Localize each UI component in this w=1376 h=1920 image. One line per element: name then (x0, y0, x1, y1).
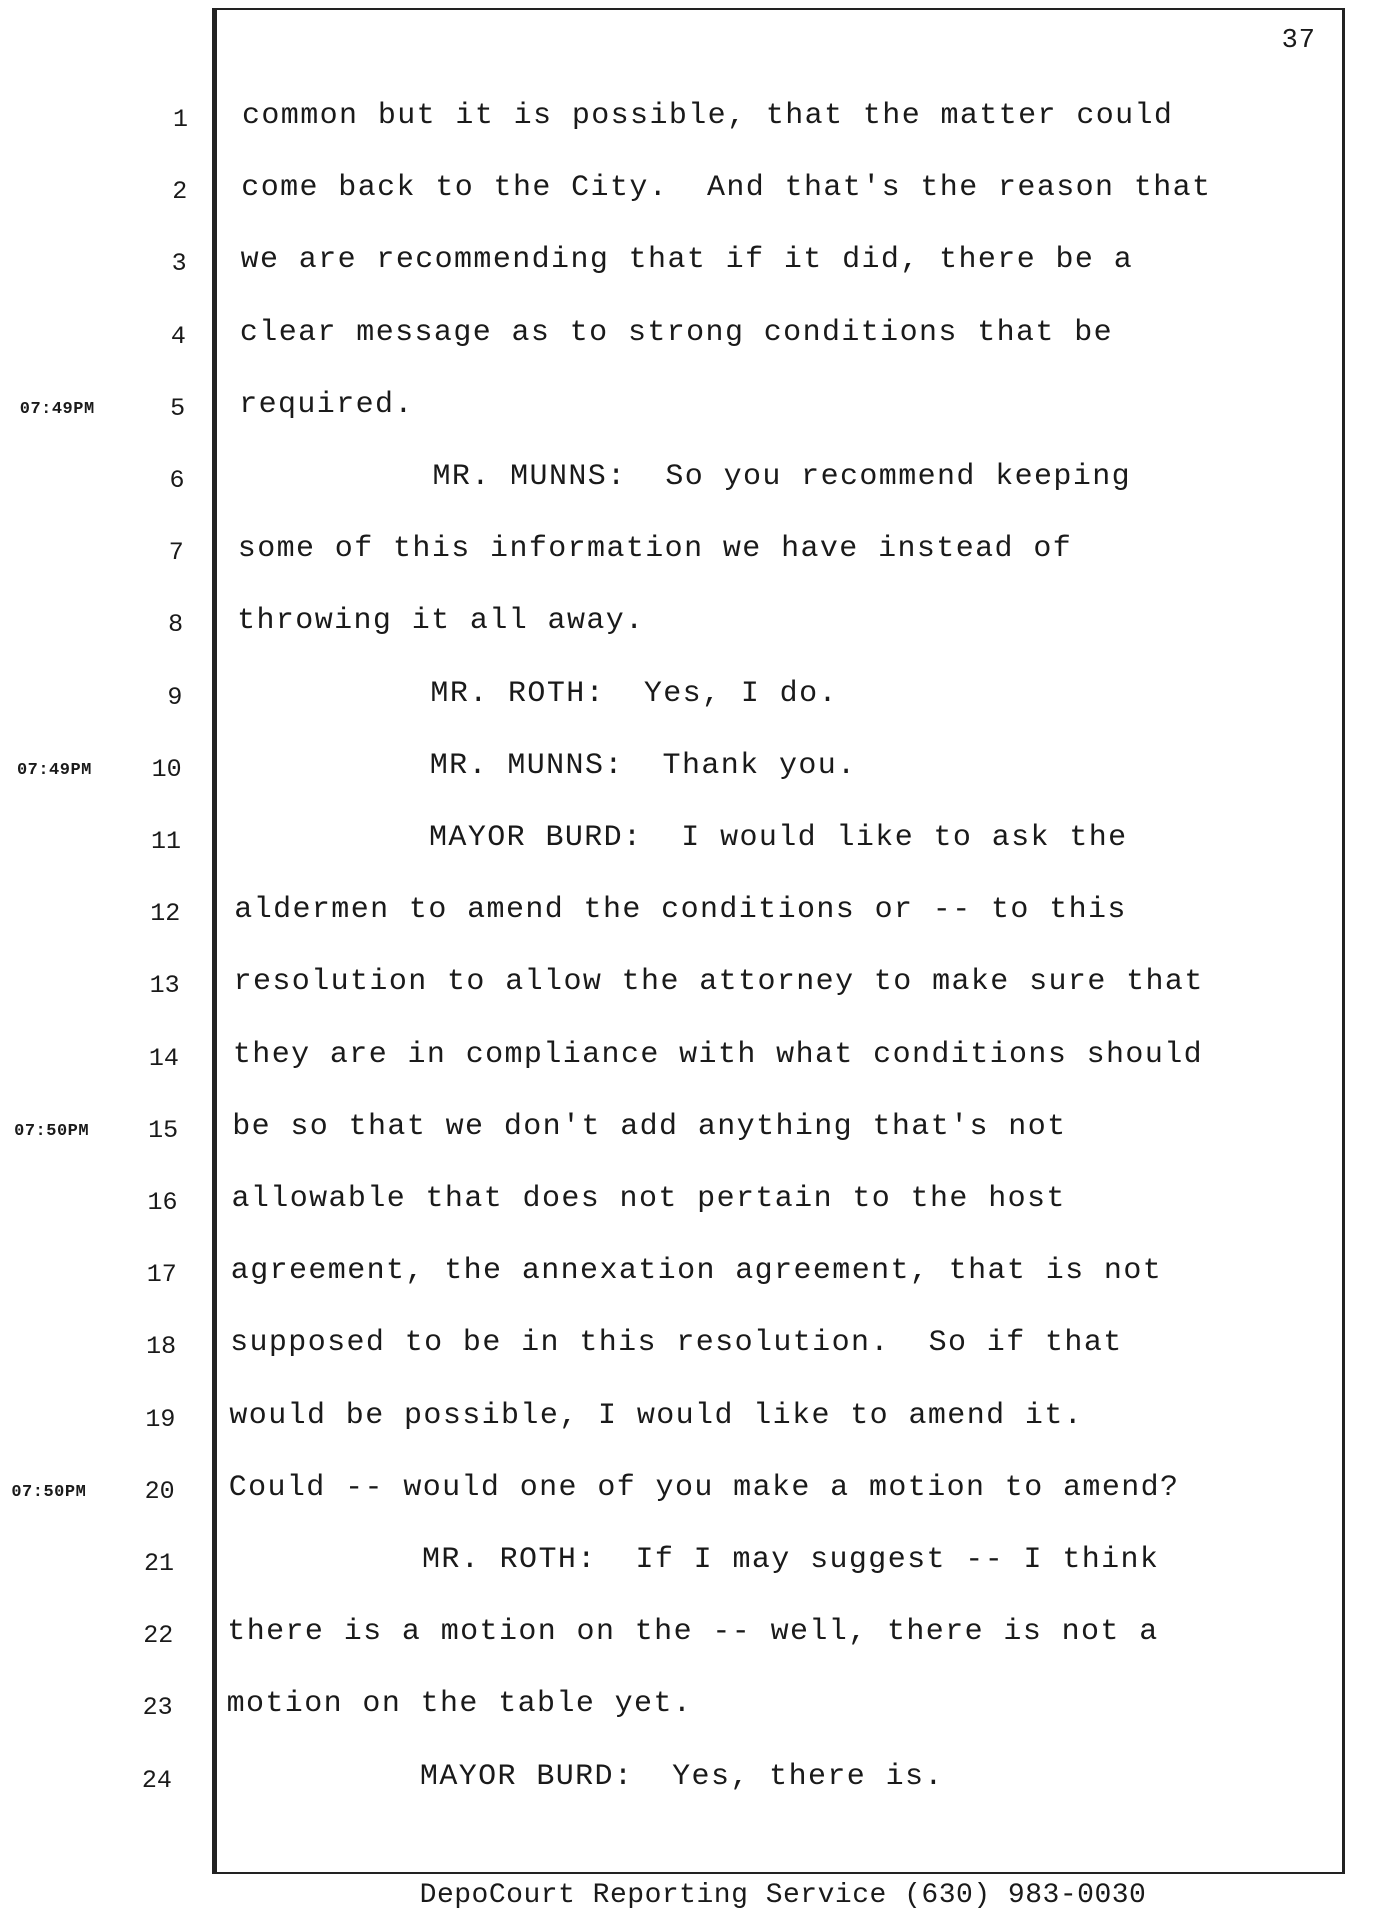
line-number: 18 (146, 1332, 177, 1362)
transcript-line: MAYOR BURD: I would like to ask the (235, 821, 1128, 855)
reporter-footer: DepoCourt Reporting Service (630) 983-0030 (419, 1880, 1147, 1911)
transcript-line: Could -- would one of you make a motion to amend? (228, 1470, 1180, 1505)
line-number: 15 (148, 1115, 179, 1145)
line-number: 17 (146, 1260, 177, 1290)
line-number: 19 (145, 1404, 176, 1434)
transcript-line: there is a motion on the -- well, there is not a (227, 1615, 1159, 1650)
transcript-line: come back to the City. And that's the reason that (241, 171, 1212, 206)
timestamp: 07:50PM (14, 1121, 90, 1141)
line-number: 8 (168, 610, 184, 640)
line-number: 12 (150, 899, 181, 929)
transcript-line: they are in compliance with what conditions should (232, 1037, 1204, 1072)
transcript-line: would be possible, I would like to amend it. (229, 1398, 1084, 1433)
line-number: 10 (151, 754, 182, 784)
line-number: 23 (142, 1693, 173, 1723)
transcript-line: some of this information we have instead of (237, 532, 1073, 567)
transcript-line: we are recommending that if it did, there be a (240, 243, 1134, 278)
line-number: 21 (143, 1549, 174, 1578)
line-number: 7 (168, 538, 184, 568)
transcript-line: required. (239, 387, 414, 422)
transcript-line: aldermen to amend the conditions or -- to this (234, 893, 1127, 928)
line-number: 6 (169, 466, 185, 495)
transcript-line: motion on the table yet. (226, 1687, 693, 1722)
transcript-line: MR. ROTH: Yes, I do. (236, 676, 838, 711)
transcript-line: MR. MUNNS: So you recommend keeping (238, 460, 1132, 494)
line-number: 3 (171, 249, 187, 279)
line-number: 16 (147, 1188, 178, 1217)
timestamp: 07:49PM (16, 760, 92, 780)
timestamp: 07:50PM (11, 1482, 87, 1502)
line-number: 22 (143, 1621, 174, 1651)
line-number: 5 (170, 393, 186, 423)
line-number: 13 (149, 971, 180, 1001)
line-number: 1 (172, 105, 188, 134)
line-number: 20 (144, 1476, 175, 1506)
transcript-line: be so that we don't add anything that's not (232, 1109, 1067, 1144)
page-number: 37 (1281, 26, 1316, 56)
transcript-page-frame (212, 8, 1345, 1874)
line-number: 14 (148, 1043, 179, 1073)
line-number: 2 (172, 177, 188, 207)
line-number: 9 (167, 682, 183, 712)
transcript-line: clear message as to strong conditions that be (239, 315, 1114, 350)
line-number: 24 (141, 1765, 172, 1795)
transcript-line: throwing it all away. (237, 604, 645, 639)
timestamp: 07:49PM (19, 399, 95, 419)
margin-rule (215, 10, 217, 1872)
line-number: 11 (150, 827, 181, 856)
transcript-line: allowable that does not pertain to the host (231, 1182, 1066, 1216)
transcript-line: common but it is possible, that the matter could (242, 99, 1174, 133)
transcript-line: MR. ROTH: If I may suggest -- I think (228, 1543, 1160, 1577)
transcript-line: resolution to allow the attorney to make sure that (233, 965, 1204, 1000)
transcript-line: supposed to be in this resolution. So if that (230, 1326, 1123, 1361)
transcript-line: agreement, the annexation agreement, that is not (230, 1254, 1163, 1289)
line-number: 4 (170, 321, 186, 351)
transcript-line: MR. MUNNS: Thank you. (235, 748, 857, 783)
transcript-line: MAYOR BURD: Yes, there is. (225, 1759, 944, 1794)
